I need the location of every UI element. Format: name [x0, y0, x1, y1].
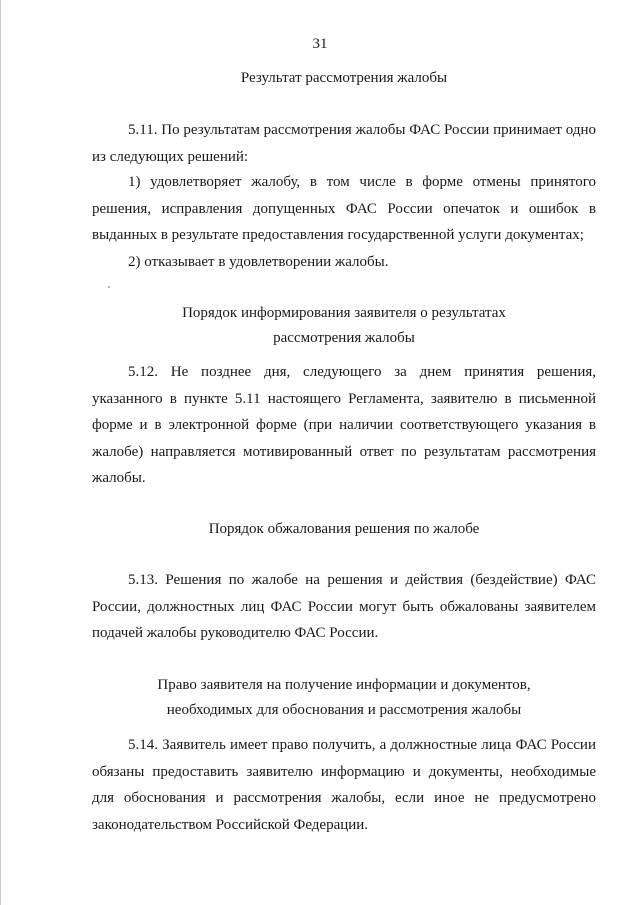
section-title-informing	[80, 301, 608, 351]
section-title-appeal: Порядок обжалования решения по жалобе	[208, 521, 480, 537]
paragraph-5-13: 5.13. Решения по жалобе на решения и действия (бездействие) ФАС России, должностных лиц ФАС России могут быть обжалованы заявителем подачей жалобы руководителю ФАС России.	[92, 572, 596, 641]
paragraph-5-11-item-2: 2) отказывает в удовлетворении жалобы.	[128, 254, 389, 270]
paragraph-5-14: 5.14. Заявитель имеет право получить, а должностные лица ФАС России обязаны предоставить заявителю информацию и документы, необходимые для обоснования и рассмотрения жалобы, если иное не предусмотрено законодательством Российской Федерации.	[92, 737, 596, 833]
paragraph-5-11-item-1: 1) удовлетворяет жалобу, в том числе в форме отмены принятого решения, исправления допущенных ФАС России опечаток и ошибок в выданных в результате предоставления государственной услуги документах;	[92, 174, 596, 243]
paragraph-5-12: 5.12. Не позднее дня, следующего за днем принятия решения, указанного в пункте 5.11 настоящего Регламента, заявителю в письменной форме и в электронной форме (при наличии соответствующего указания в жалобе) направляется мотивированный ответ по результатам рассмотрения жалобы.	[92, 364, 596, 486]
page-number: 31	[312, 36, 328, 52]
section-title-right-to-info	[80, 673, 608, 723]
section-title-result: Результат рассмотрения жалобы	[240, 70, 448, 86]
scan-speck	[108, 286, 110, 288]
paragraph-5-11: 5.11. По результатам рассмотрения жалобы ФАС России принимает одно из следующих решений:	[92, 122, 596, 165]
section-title-right-to-info-line-1: Право заявителя на получение информации и документов,	[157, 677, 531, 693]
section-title-informing-line-1: Порядок информирования заявителя о результатах	[182, 305, 506, 321]
section-title-right-to-info-line-2: необходимых для обоснования и рассмотрения жалобы	[166, 702, 522, 718]
scan-edge-line	[0, 0, 1, 905]
section-title-informing-line-2: рассмотрения жалобы	[273, 330, 415, 346]
